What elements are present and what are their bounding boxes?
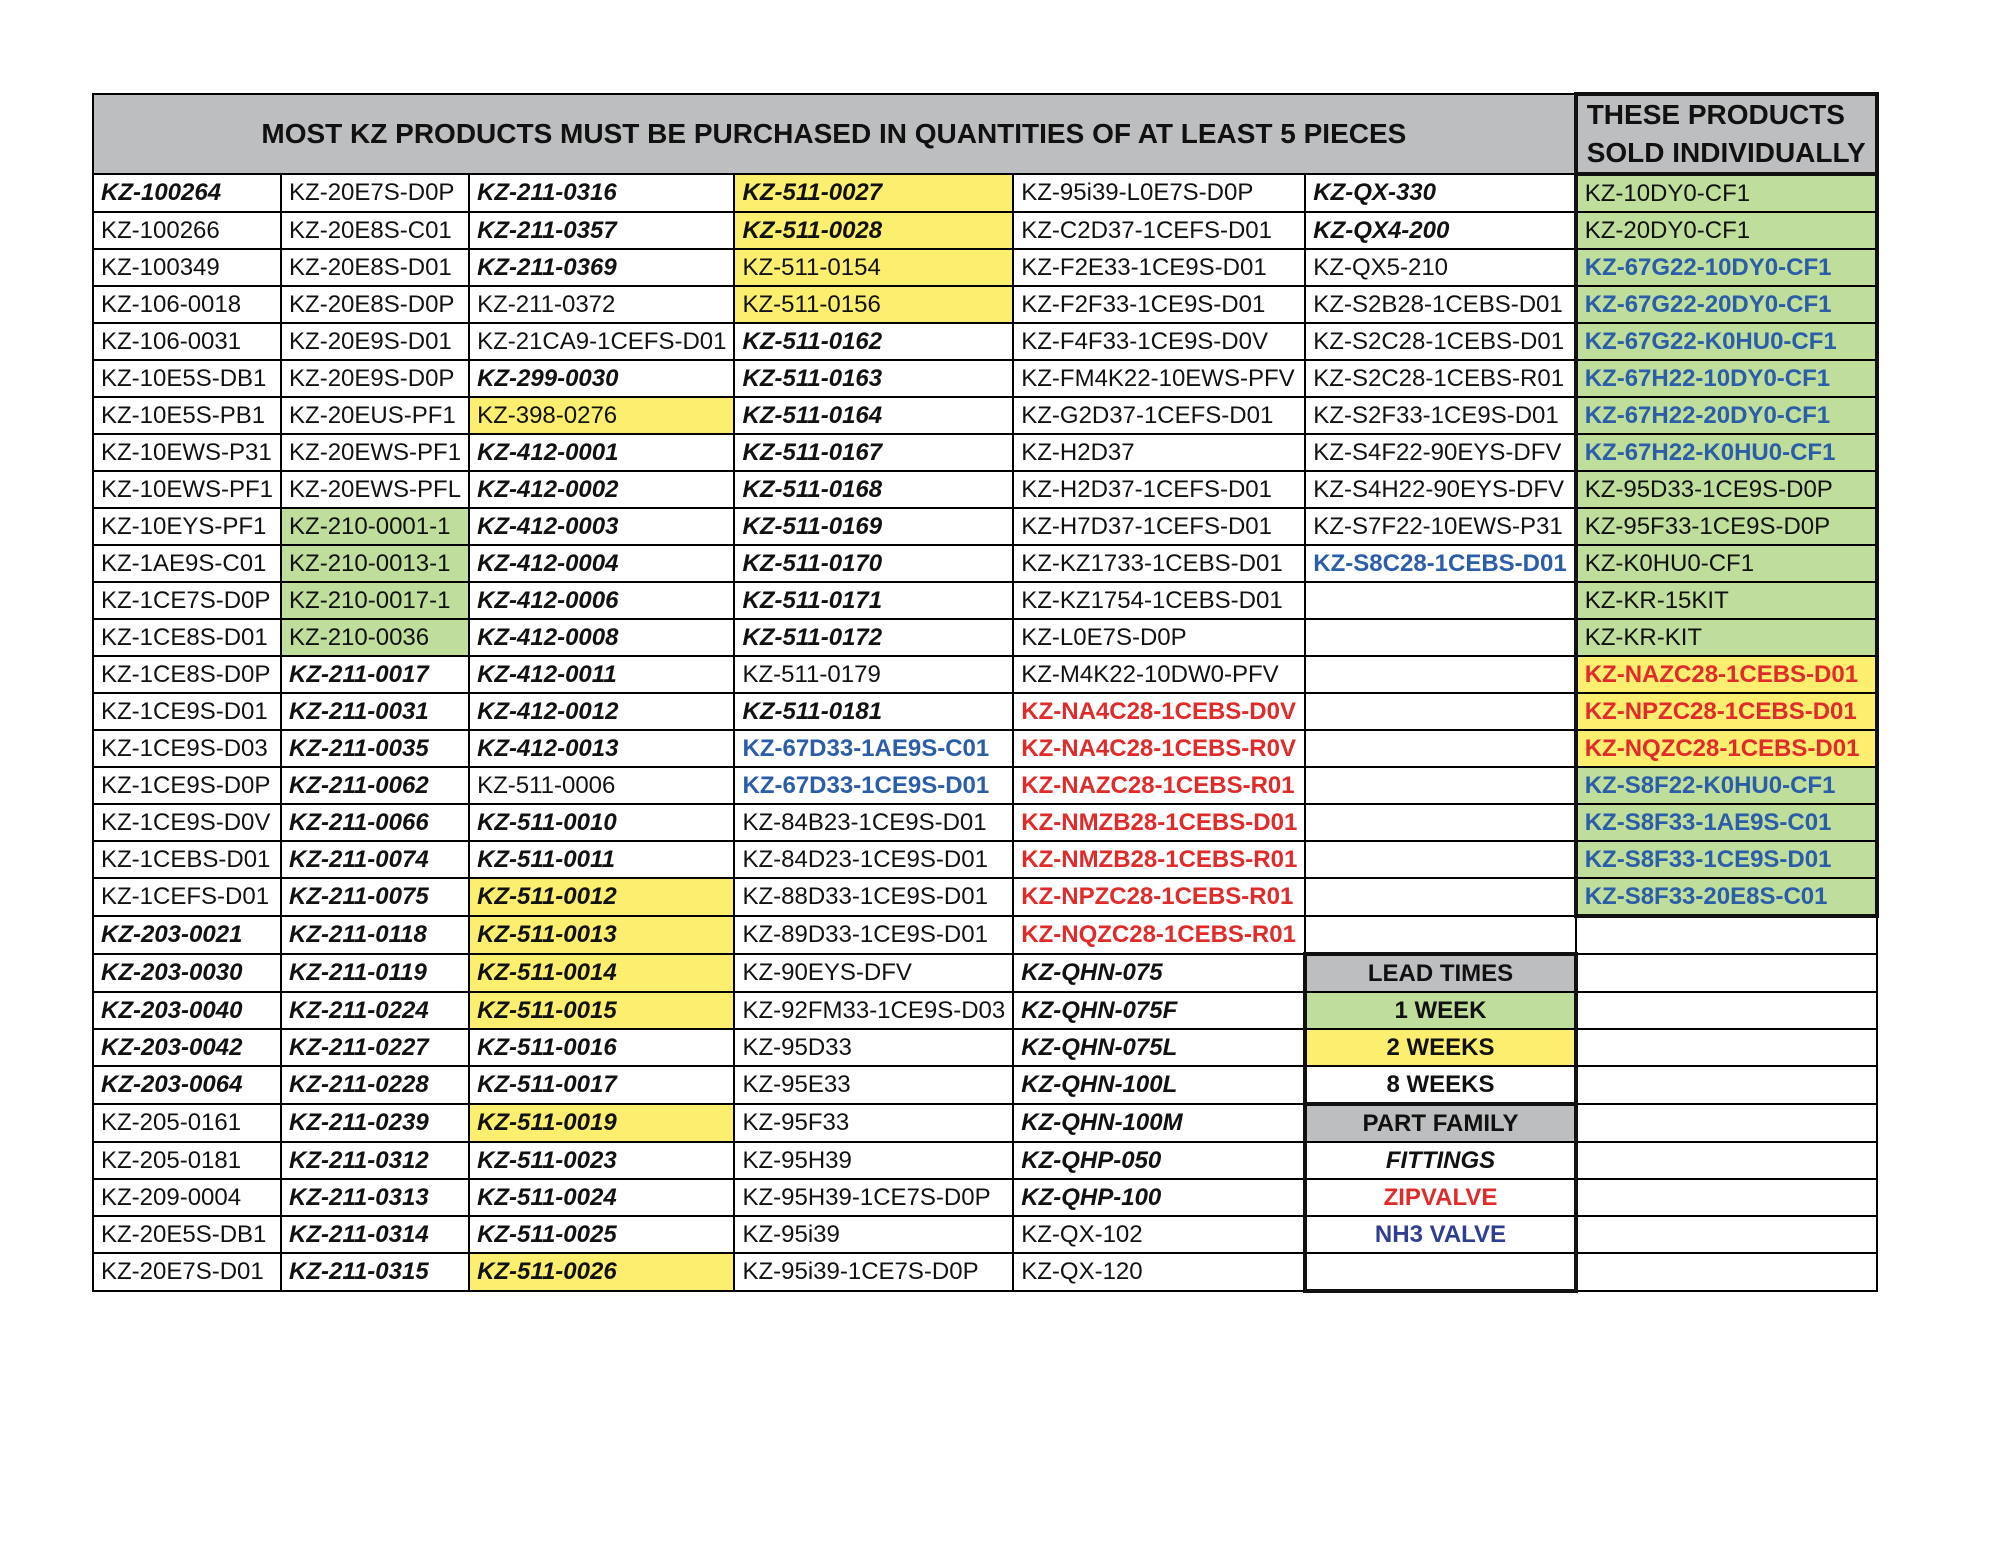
legend-cell: PART FAMILY — [1305, 1104, 1575, 1142]
part-cell: KZ-511-0179 — [734, 656, 1013, 693]
part-cell: KZ-F2E33-1CE9S-D01 — [1013, 249, 1305, 286]
part-cell: KZ-203-0040 — [93, 992, 281, 1029]
part-cell: KZ-1CEBS-D01 — [93, 841, 281, 878]
part-cell: KZ-211-0228 — [281, 1066, 469, 1104]
part-cell: KZ-95E33 — [734, 1066, 1013, 1104]
part-cell: KZ-412-0004 — [469, 545, 734, 582]
table-row — [93, 360, 1877, 397]
part-cell: KZ-299-0030 — [469, 360, 734, 397]
table-row — [93, 730, 1877, 767]
part-cell: KZ-QX-120 — [1013, 1253, 1305, 1291]
part-cell — [1576, 954, 1877, 992]
part-cell: KZ-NAZC28-1CEBS-R01 — [1013, 767, 1305, 804]
part-cell: KZ-511-0027 — [734, 174, 1013, 212]
part-cell: KZ-KZ1733-1CEBS-D01 — [1013, 545, 1305, 582]
part-cell: KZ-S7F22-10EWS-P31 — [1305, 508, 1575, 545]
table-row — [93, 1029, 1877, 1066]
part-cell: KZ-209-0004 — [93, 1179, 281, 1216]
part-cell: KZ-90EYS-DFV — [734, 954, 1013, 992]
part-cell: KZ-203-0030 — [93, 954, 281, 992]
part-cell: KZ-67G22-20DY0-CF1 — [1576, 286, 1877, 323]
table-row — [93, 992, 1877, 1029]
table-row — [93, 434, 1877, 471]
part-cell: KZ-211-0316 — [469, 174, 734, 212]
table-row — [93, 619, 1877, 656]
part-cell: KZ-205-0181 — [93, 1142, 281, 1179]
table-title: MOST KZ PRODUCTS MUST BE PURCHASED IN QUANTITIES OF AT LEAST 5 PIECES — [93, 94, 1576, 174]
part-cell: KZ-S4H22-90EYS-DFV — [1305, 471, 1575, 508]
part-cell: KZ-210-0013-1 — [281, 545, 469, 582]
part-cell: KZ-92FM33-1CE9S-D03 — [734, 992, 1013, 1029]
part-cell: KZ-211-0118 — [281, 916, 469, 954]
part-cell: KZ-F2F33-1CE9S-D01 — [1013, 286, 1305, 323]
part-cell: KZ-511-0023 — [469, 1142, 734, 1179]
part-cell: KZ-511-0154 — [734, 249, 1013, 286]
part-cell: KZ-NPZC28-1CEBS-D01 — [1576, 693, 1877, 730]
part-cell: KZ-20E8S-D01 — [281, 249, 469, 286]
part-cell — [1576, 1216, 1877, 1253]
part-cell — [1305, 693, 1575, 730]
part-cell: KZ-211-0119 — [281, 954, 469, 992]
part-cell: KZ-NPZC28-1CEBS-R01 — [1013, 878, 1305, 916]
part-cell: KZ-20EUS-PF1 — [281, 397, 469, 434]
part-cell: KZ-67G22-10DY0-CF1 — [1576, 249, 1877, 286]
part-cell: KZ-211-0314 — [281, 1216, 469, 1253]
part-cell: KZ-1CE9S-D0V — [93, 804, 281, 841]
part-cell: KZ-L0E7S-D0P — [1013, 619, 1305, 656]
part-cell: KZ-20E7S-D0P — [281, 174, 469, 212]
part-cell: KZ-20E8S-C01 — [281, 212, 469, 249]
part-cell: KZ-95i39-1CE7S-D0P — [734, 1253, 1013, 1291]
part-cell: KZ-211-0313 — [281, 1179, 469, 1216]
part-cell: KZ-412-0013 — [469, 730, 734, 767]
part-cell: KZ-FM4K22-10EWS-PFV — [1013, 360, 1305, 397]
table-row — [93, 954, 1877, 992]
part-cell: KZ-NQZC28-1CEBS-R01 — [1013, 916, 1305, 954]
part-cell: KZ-KR-KIT — [1576, 619, 1877, 656]
part-cell — [1305, 730, 1575, 767]
part-cell: KZ-S8F33-1CE9S-D01 — [1576, 841, 1877, 878]
table-row — [93, 249, 1877, 286]
part-cell: KZ-511-0163 — [734, 360, 1013, 397]
part-cell: KZ-QHN-100L — [1013, 1066, 1305, 1104]
part-cell: KZ-211-0312 — [281, 1142, 469, 1179]
table-row — [93, 212, 1877, 249]
part-cell: KZ-511-0156 — [734, 286, 1013, 323]
part-cell: KZ-511-0025 — [469, 1216, 734, 1253]
part-cell: KZ-511-0011 — [469, 841, 734, 878]
part-cell: KZ-M4K22-10DW0-PFV — [1013, 656, 1305, 693]
table-row — [93, 286, 1877, 323]
legend-cell: LEAD TIMES — [1305, 954, 1575, 992]
part-cell: KZ-412-0002 — [469, 471, 734, 508]
table-row — [93, 1179, 1877, 1216]
part-cell: KZ-412-0008 — [469, 619, 734, 656]
part-cell: KZ-1CE8S-D01 — [93, 619, 281, 656]
part-cell: KZ-20E5S-DB1 — [93, 1216, 281, 1253]
part-cell: KZ-NAZC28-1CEBS-D01 — [1576, 656, 1877, 693]
part-cell: KZ-67D33-1CE9S-D01 — [734, 767, 1013, 804]
part-cell: KZ-211-0357 — [469, 212, 734, 249]
individual-header-line2: SOLD INDIVIDUALLY — [1586, 137, 1866, 168]
part-cell: KZ-511-0024 — [469, 1179, 734, 1216]
part-cell — [1305, 841, 1575, 878]
part-cell: KZ-84D23-1CE9S-D01 — [734, 841, 1013, 878]
legend-cell: NH3 VALVE — [1305, 1216, 1575, 1253]
part-cell: KZ-10EYS-PF1 — [93, 508, 281, 545]
part-cell: KZ-511-0015 — [469, 992, 734, 1029]
part-cell: KZ-203-0064 — [93, 1066, 281, 1104]
part-cell: KZ-K0HU0-CF1 — [1576, 545, 1877, 582]
part-cell: KZ-511-0012 — [469, 878, 734, 916]
part-cell: KZ-20DY0-CF1 — [1576, 212, 1877, 249]
part-cell — [1576, 1142, 1877, 1179]
part-cell: KZ-211-0017 — [281, 656, 469, 693]
part-cell: KZ-412-0011 — [469, 656, 734, 693]
part-cell: KZ-511-0168 — [734, 471, 1013, 508]
part-cell: KZ-1CEFS-D01 — [93, 878, 281, 916]
part-cell: KZ-S8C28-1CEBS-D01 — [1305, 545, 1575, 582]
part-cell: KZ-211-0031 — [281, 693, 469, 730]
legend-cell: FITTINGS — [1305, 1142, 1575, 1179]
part-cell: KZ-511-0013 — [469, 916, 734, 954]
part-cell: KZ-S2B28-1CEBS-D01 — [1305, 286, 1575, 323]
part-cell: KZ-95D33 — [734, 1029, 1013, 1066]
part-cell: KZ-95F33 — [734, 1104, 1013, 1142]
part-cell: KZ-NA4C28-1CEBS-D0V — [1013, 693, 1305, 730]
part-cell: KZ-67H22-10DY0-CF1 — [1576, 360, 1877, 397]
part-cell: KZ-100264 — [93, 174, 281, 212]
part-cell: KZ-205-0161 — [93, 1104, 281, 1142]
part-cell: KZ-QHN-075F — [1013, 992, 1305, 1029]
part-cell: KZ-1CE9S-D01 — [93, 693, 281, 730]
part-cell: KZ-QX4-200 — [1305, 212, 1575, 249]
part-cell: KZ-67H22-K0HU0-CF1 — [1576, 434, 1877, 471]
part-cell: KZ-211-0066 — [281, 804, 469, 841]
part-cell: KZ-1CE8S-D0P — [93, 656, 281, 693]
part-cell: KZ-511-0169 — [734, 508, 1013, 545]
legend-cell: 2 WEEKS — [1305, 1029, 1575, 1066]
part-cell: KZ-S8F22-K0HU0-CF1 — [1576, 767, 1877, 804]
part-cell: KZ-KZ1754-1CEBS-D01 — [1013, 582, 1305, 619]
part-cell: KZ-10E5S-PB1 — [93, 397, 281, 434]
table-row — [93, 878, 1877, 916]
part-cell: KZ-NQZC28-1CEBS-D01 — [1576, 730, 1877, 767]
table-row — [93, 1253, 1877, 1291]
table-row — [93, 1216, 1877, 1253]
part-cell: KZ-QX5-210 — [1305, 249, 1575, 286]
part-cell: KZ-511-0170 — [734, 545, 1013, 582]
part-cell: KZ-511-0014 — [469, 954, 734, 992]
part-cell: KZ-203-0021 — [93, 916, 281, 954]
individual-header — [1576, 94, 1877, 174]
part-cell: KZ-67D33-1AE9S-C01 — [734, 730, 1013, 767]
table-row — [93, 916, 1877, 954]
legend-cell — [1305, 1253, 1575, 1291]
table-row — [93, 1104, 1877, 1142]
table-row — [93, 582, 1877, 619]
legend-cell: ZIPVALVE — [1305, 1179, 1575, 1216]
part-cell: KZ-211-0062 — [281, 767, 469, 804]
part-cell: KZ-106-0031 — [93, 323, 281, 360]
table-row — [93, 804, 1877, 841]
part-cell: KZ-S2C28-1CEBS-D01 — [1305, 323, 1575, 360]
table-row — [93, 767, 1877, 804]
part-cell: KZ-511-0167 — [734, 434, 1013, 471]
part-cell: KZ-G2D37-1CEFS-D01 — [1013, 397, 1305, 434]
part-cell: KZ-QHP-100 — [1013, 1179, 1305, 1216]
part-cell: KZ-21CA9-1CEFS-D01 — [469, 323, 734, 360]
table-row — [93, 508, 1877, 545]
part-cell: KZ-H2D37-1CEFS-D01 — [1013, 471, 1305, 508]
part-cell: KZ-100349 — [93, 249, 281, 286]
part-cell: KZ-67G22-K0HU0-CF1 — [1576, 323, 1877, 360]
part-cell: KZ-20E7S-D01 — [93, 1253, 281, 1291]
part-cell: KZ-NMZB28-1CEBS-D01 — [1013, 804, 1305, 841]
part-cell: KZ-203-0042 — [93, 1029, 281, 1066]
part-cell: KZ-412-0006 — [469, 582, 734, 619]
part-cell: KZ-H7D37-1CEFS-D01 — [1013, 508, 1305, 545]
part-cell: KZ-511-0010 — [469, 804, 734, 841]
part-cell: KZ-S8F33-1AE9S-C01 — [1576, 804, 1877, 841]
part-cell — [1576, 916, 1877, 954]
part-cell: KZ-S8F33-20E8S-C01 — [1576, 878, 1877, 916]
part-cell: KZ-211-0369 — [469, 249, 734, 286]
part-cell: KZ-511-0172 — [734, 619, 1013, 656]
part-cell: KZ-QX-330 — [1305, 174, 1575, 212]
part-cell: KZ-211-0315 — [281, 1253, 469, 1291]
part-cell: KZ-95i39 — [734, 1216, 1013, 1253]
part-cell: KZ-C2D37-1CEFS-D01 — [1013, 212, 1305, 249]
part-cell: KZ-10DY0-CF1 — [1576, 174, 1877, 212]
part-cell: KZ-95F33-1CE9S-D0P — [1576, 508, 1877, 545]
part-cell: KZ-100266 — [93, 212, 281, 249]
part-cell — [1305, 804, 1575, 841]
header-row — [93, 94, 1877, 174]
part-cell: KZ-511-0028 — [734, 212, 1013, 249]
part-cell: KZ-511-0181 — [734, 693, 1013, 730]
part-cell: KZ-1CE9S-D03 — [93, 730, 281, 767]
part-cell — [1576, 1104, 1877, 1142]
part-cell: KZ-20E8S-D0P — [281, 286, 469, 323]
product-table-container — [92, 92, 1879, 1293]
part-cell: KZ-95H39 — [734, 1142, 1013, 1179]
legend-cell: 1 WEEK — [1305, 992, 1575, 1029]
part-cell: KZ-67H22-20DY0-CF1 — [1576, 397, 1877, 434]
part-cell: KZ-QHN-075L — [1013, 1029, 1305, 1066]
part-cell — [1576, 1179, 1877, 1216]
part-cell: KZ-211-0035 — [281, 730, 469, 767]
part-cell: KZ-511-0019 — [469, 1104, 734, 1142]
part-cell: KZ-106-0018 — [93, 286, 281, 323]
part-cell: KZ-210-0017-1 — [281, 582, 469, 619]
part-cell: KZ-S4F22-90EYS-DFV — [1305, 434, 1575, 471]
part-cell: KZ-S2C28-1CEBS-R01 — [1305, 360, 1575, 397]
part-cell: KZ-398-0276 — [469, 397, 734, 434]
part-cell: KZ-210-0001-1 — [281, 508, 469, 545]
table-row — [93, 1066, 1877, 1104]
table-row — [93, 397, 1877, 434]
part-cell: KZ-S2F33-1CE9S-D01 — [1305, 397, 1575, 434]
part-cell: KZ-412-0012 — [469, 693, 734, 730]
part-cell: KZ-1CE9S-D0P — [93, 767, 281, 804]
part-cell: KZ-QHN-100M — [1013, 1104, 1305, 1142]
part-cell: KZ-H2D37 — [1013, 434, 1305, 471]
part-cell — [1305, 619, 1575, 656]
part-cell: KZ-1AE9S-C01 — [93, 545, 281, 582]
part-cell: KZ-211-0227 — [281, 1029, 469, 1066]
part-cell: KZ-QHP-050 — [1013, 1142, 1305, 1179]
part-cell: KZ-10EWS-PF1 — [93, 471, 281, 508]
part-cell: KZ-1CE7S-D0P — [93, 582, 281, 619]
product-table — [92, 92, 1879, 1293]
table-row — [93, 323, 1877, 360]
part-cell: KZ-211-0372 — [469, 286, 734, 323]
part-cell: KZ-84B23-1CE9S-D01 — [734, 804, 1013, 841]
part-cell: KZ-511-0026 — [469, 1253, 734, 1291]
part-cell: KZ-95H39-1CE7S-D0P — [734, 1179, 1013, 1216]
part-cell: KZ-NA4C28-1CEBS-R0V — [1013, 730, 1305, 767]
part-cell: KZ-F4F33-1CE9S-D0V — [1013, 323, 1305, 360]
part-cell: KZ-95D33-1CE9S-D0P — [1576, 471, 1877, 508]
part-cell: KZ-NMZB28-1CEBS-R01 — [1013, 841, 1305, 878]
individual-header-line1: THESE PRODUCTS — [1586, 99, 1845, 130]
part-cell — [1305, 878, 1575, 916]
part-cell: KZ-QX-102 — [1013, 1216, 1305, 1253]
legend-cell: 8 WEEKS — [1305, 1066, 1575, 1104]
table-row — [93, 545, 1877, 582]
table-row — [93, 841, 1877, 878]
part-cell: KZ-KR-15KIT — [1576, 582, 1877, 619]
part-cell: KZ-20EWS-PF1 — [281, 434, 469, 471]
part-cell: KZ-511-0016 — [469, 1029, 734, 1066]
table-row — [93, 1142, 1877, 1179]
part-cell: KZ-511-0162 — [734, 323, 1013, 360]
part-cell: KZ-QHN-075 — [1013, 954, 1305, 992]
part-cell — [1576, 1066, 1877, 1104]
part-cell: KZ-211-0224 — [281, 992, 469, 1029]
part-cell: KZ-10E5S-DB1 — [93, 360, 281, 397]
part-cell: KZ-211-0239 — [281, 1104, 469, 1142]
part-cell: KZ-95i39-L0E7S-D0P — [1013, 174, 1305, 212]
part-cell — [1305, 582, 1575, 619]
part-cell: KZ-20EWS-PFL — [281, 471, 469, 508]
part-cell — [1576, 1029, 1877, 1066]
part-cell: KZ-412-0003 — [469, 508, 734, 545]
table-row — [93, 693, 1877, 730]
part-cell: KZ-511-0006 — [469, 767, 734, 804]
table-row — [93, 656, 1877, 693]
part-cell: KZ-210-0036 — [281, 619, 469, 656]
table-row — [93, 174, 1877, 212]
part-cell: KZ-412-0001 — [469, 434, 734, 471]
table-row — [93, 471, 1877, 508]
part-cell: KZ-88D33-1CE9S-D01 — [734, 878, 1013, 916]
part-cell: KZ-20E9S-D0P — [281, 360, 469, 397]
part-cell: KZ-10EWS-P31 — [93, 434, 281, 471]
part-cell — [1305, 656, 1575, 693]
part-cell — [1576, 992, 1877, 1029]
part-cell: KZ-511-0171 — [734, 582, 1013, 619]
part-cell: KZ-511-0017 — [469, 1066, 734, 1104]
part-cell — [1305, 916, 1575, 954]
part-cell: KZ-211-0074 — [281, 841, 469, 878]
part-cell: KZ-20E9S-D01 — [281, 323, 469, 360]
part-cell: KZ-89D33-1CE9S-D01 — [734, 916, 1013, 954]
part-cell — [1576, 1253, 1877, 1291]
part-cell — [1305, 767, 1575, 804]
part-cell: KZ-211-0075 — [281, 878, 469, 916]
part-cell: KZ-511-0164 — [734, 397, 1013, 434]
